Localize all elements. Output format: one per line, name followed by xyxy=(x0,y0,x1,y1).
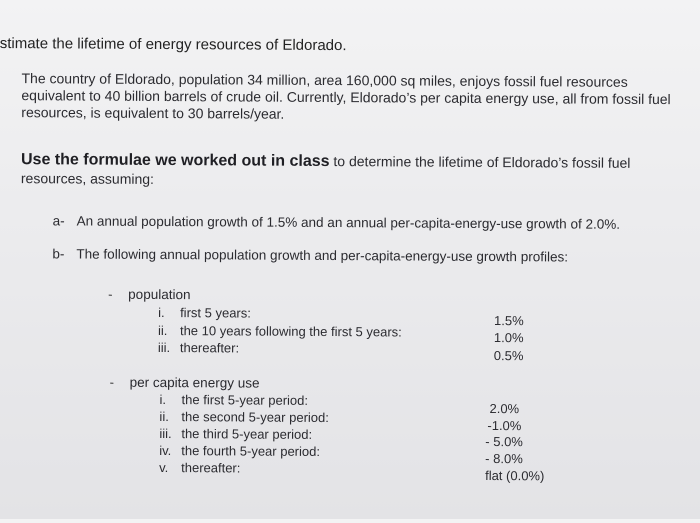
population-value: 0.5% xyxy=(493,348,524,364)
population-row xyxy=(158,340,239,355)
row-label: the fourth 5-year period: xyxy=(181,443,321,459)
row-number: iv. xyxy=(159,442,172,459)
energy-value: - 5.0% xyxy=(485,433,523,450)
row-label: the 10 years following the first 5 years: xyxy=(179,323,402,340)
row-number: i. xyxy=(159,391,167,408)
row-label: the first 5-year period: xyxy=(181,392,309,408)
energy-row xyxy=(159,426,312,442)
population-row xyxy=(158,305,251,321)
row-label: thereafter: xyxy=(179,340,240,356)
energy-value: 2.0% xyxy=(489,400,520,417)
row-label: the third 5-year period: xyxy=(181,426,313,442)
instruction-paragraph xyxy=(21,150,681,191)
row-number: i. xyxy=(158,304,165,321)
row-number: iii. xyxy=(159,425,172,442)
row-number: v. xyxy=(159,459,169,476)
item-a-marker: a- xyxy=(52,213,65,229)
item-b-marker: b- xyxy=(52,246,65,262)
item-a-text: An annual population growth of 1.5% and an annual per-capita-energy-use growth of 2.0%. xyxy=(76,213,621,232)
population-row xyxy=(158,323,402,339)
row-label: thereafter: xyxy=(181,460,241,476)
row-number: iii. xyxy=(157,339,171,356)
row-number: ii. xyxy=(157,322,168,339)
energy-row xyxy=(159,409,329,425)
energy-row xyxy=(159,460,240,475)
energy-row xyxy=(159,443,320,459)
energy-value: - 8.0% xyxy=(485,450,523,467)
instruction-rest: to determine the lifetime of Eldorado’s fossil fuel resources, assuming: xyxy=(20,153,631,187)
energy-row xyxy=(160,392,309,408)
instruction-bold: Use the formulae we worked out in class xyxy=(20,151,330,171)
intro-paragraph: The country of Eldorado, population 34 million, area 160,000 sq miles, enjoys fossil fuel resources equivalent to 40 billion barrels of crude oil. Currently, Eldorado’s per capita energy use, all from fossil fuel resources, is equivalent to 30 barrels/year. xyxy=(21,70,671,122)
item-b-text: The following annual population growth and per-capita-energy-use growth profiles: xyxy=(76,246,569,265)
population-heading: population xyxy=(128,286,191,303)
energy-bullet: - xyxy=(109,374,115,390)
document-title: stimate the lifetime of energy resources of Eldorado. xyxy=(0,34,347,55)
energy-heading: per capita energy use xyxy=(129,374,260,391)
energy-value: flat (0.0%) xyxy=(485,467,545,484)
population-value: 1.5% xyxy=(494,313,524,329)
row-label: the second 5-year period: xyxy=(181,409,329,426)
population-bullet: - xyxy=(108,286,113,302)
population-value: 1.0% xyxy=(493,330,524,346)
item-a xyxy=(53,213,620,231)
row-number: ii. xyxy=(159,408,169,425)
item-b xyxy=(52,246,568,264)
row-label: first 5 years: xyxy=(180,305,251,321)
energy-value: -1.0% xyxy=(487,417,522,434)
